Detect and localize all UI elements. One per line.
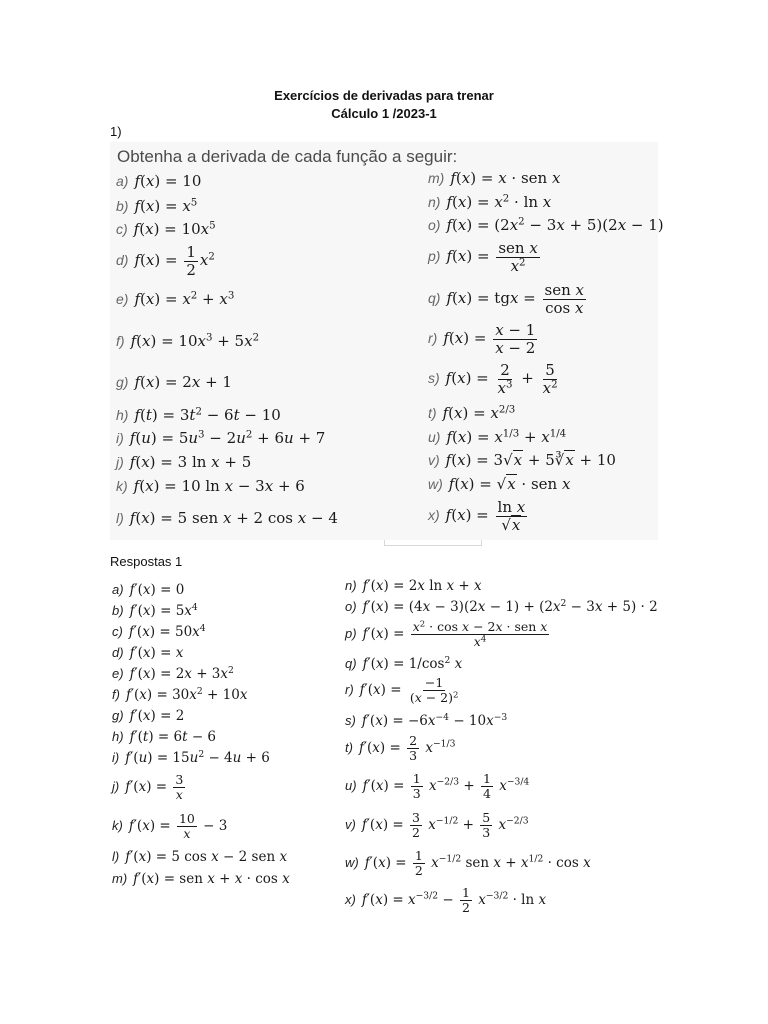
answer-t: t) f′(x) = $\frac{2}{3}$ $x^{-1/3}$ (345, 733, 456, 763)
exercise-f: f) $f(x) = 10x^3 + 5x^2$ (116, 332, 260, 350)
exercise-p: p) f(x) = $\frac{\text{sen x}}{x^2}$ (428, 239, 538, 275)
answer-p: p) f′(x) = $\frac{x^2 \cdot \cos x - 2x \cdot sen x}{x^4}$ (345, 619, 548, 649)
answer-f: f) $f'(x) = 30x^2 + 10x$ (112, 685, 248, 703)
answer-k: k) f′(x) = $\frac{10}{x}$ − 3 (112, 811, 228, 841)
answer-j: j) f′(x) = $\frac{3}{x}$ (112, 772, 184, 802)
answer-c: c) $f'(x) = 50x^4$ (112, 622, 206, 640)
exercise-g: g) f(x) = 2x + 1 (116, 373, 232, 391)
answer-a: a) f′(x) = 0 (112, 582, 185, 598)
exercise-u: u) $f(x) = x^{1/3} + x^{1/4}$ (428, 428, 567, 446)
answer-v: v) f′(x) = $\frac{3}{2}$ $x^{-1/2}$ + $\frac{5}{3}$ $x^{-2/3}$ (345, 810, 529, 840)
exercise-c: c) $f(x) = 10x^5$ (116, 220, 216, 238)
answer-d: d) f′(x) = x (112, 645, 184, 661)
exercise-r: r) f(x) = $\frac{x - 1}{x - 2}$ (428, 321, 536, 357)
exercise-x: x) f(x) = $\frac{\text{ln x}}{√x}$ (428, 498, 526, 534)
answer-b: b) $f'(x) = 5x^4$ (112, 601, 198, 619)
exercise-instruction: Obtenha a derivada de cada função a seguir: (117, 147, 458, 166)
answer-w: w) f′(x) = $\frac{1}{2}$ $x^{-1/2}$ sen $x + x^{1/2} \cdot \cos x$ (345, 848, 591, 878)
answer-l: l) f′(x) = 5 cos x − 2 sen x (112, 849, 288, 865)
exercise-t: t) $f(x) = x^{2/3}$ (428, 404, 516, 422)
answer-e: e) $f'(x) = 2x + 3x^2$ (112, 664, 234, 682)
answer-i: i) $f'(u) = 15u^2 - 4u + 6$ (112, 748, 270, 766)
answer-o: o) $f'(x) = (4x - 3)(2x - 1) + (2x^2 - 3x + 5) \cdot 2$ (345, 597, 658, 615)
exercise-q: q) f(x) = tgx = $\frac{\text{sen x}}{\text{cos x}}$ (428, 281, 584, 317)
document-subtitle: Cálculo 1 /2023-1 (331, 106, 437, 121)
question-number: 1) (110, 124, 122, 139)
document-title: Exercícios de derivadas para trenar (274, 88, 494, 103)
exercise-panel (110, 142, 664, 540)
exercise-b: b) $f(x) = x^5$ (116, 197, 198, 215)
answer-r: r) f′(x) = $\frac{-1}{(x - 2)^2}$ (345, 675, 459, 705)
exercise-k: k) f(x) = 10 ln x − 3x + 6 (116, 477, 305, 495)
answer-g: g) f′(x) = 2 (112, 708, 185, 724)
exercise-e: e) $f(x) = x^2 + x^3$ (116, 290, 235, 308)
answer-m: m) f′(x) = sen x + x · cos x (112, 871, 290, 887)
exercise-l: l) f(x) = 5 sen x + 2 cos x − 4 (116, 509, 338, 527)
answers-heading: Respostas 1 (110, 554, 183, 569)
answer-q: q) $f'(x) = 1/\cos^2$ x (345, 654, 463, 672)
exercise-w: w) f(x) = √x · sen x (428, 475, 571, 493)
answer-h: h) f′(t) = 6t − 6 (112, 729, 217, 745)
answer-u: u) f′(x) = $\frac{1}{3}$ $x^{-2/3}$ + $\frac{1}{4}$ $x^{-3/4}$ (345, 771, 530, 801)
exercise-j: j) f(x) = 3 ln x + 5 (116, 453, 252, 471)
exercise-h: h) $f(t) = 3t^2 - 6t - 10$ (116, 406, 281, 424)
exercise-v: v) f(x) = 3√x + 5∛x + 10 (428, 451, 616, 469)
exercise-n: n) $f(x) = x^2 \cdot \ln x$ (428, 193, 552, 211)
answer-x: x) $f'(x) = x^{-3/2}$ − $\frac{1}{2}$ $x^{-3/2} \cdot \ln x$ (345, 885, 547, 915)
scan-edge (384, 540, 482, 546)
exercise-a: a) f(x) = 10 (116, 172, 202, 190)
answer-s: s) $f'(x) = -6x^{-4} - 10x^{-3}$ (345, 711, 508, 729)
exercise-m: m) f(x) = x · sen x (428, 169, 561, 187)
answer-n: n) f′(x) = 2x ln x + x (345, 578, 482, 594)
exercise-o: o) $f(x) = (2x^2 - 3x + 5)(2x - 1)$ (428, 216, 664, 234)
exercise-s: s) f(x) = $\frac{2}{x^3}$ + $\frac{5}{x^2}$ (428, 361, 558, 397)
exercise-d: d) f(x) = $\frac{1}{2}$ $x^2$ (116, 243, 215, 279)
exercise-i: i) $f(u) = 5u^3 - 2u^2 + 6u + 7$ (116, 429, 326, 447)
